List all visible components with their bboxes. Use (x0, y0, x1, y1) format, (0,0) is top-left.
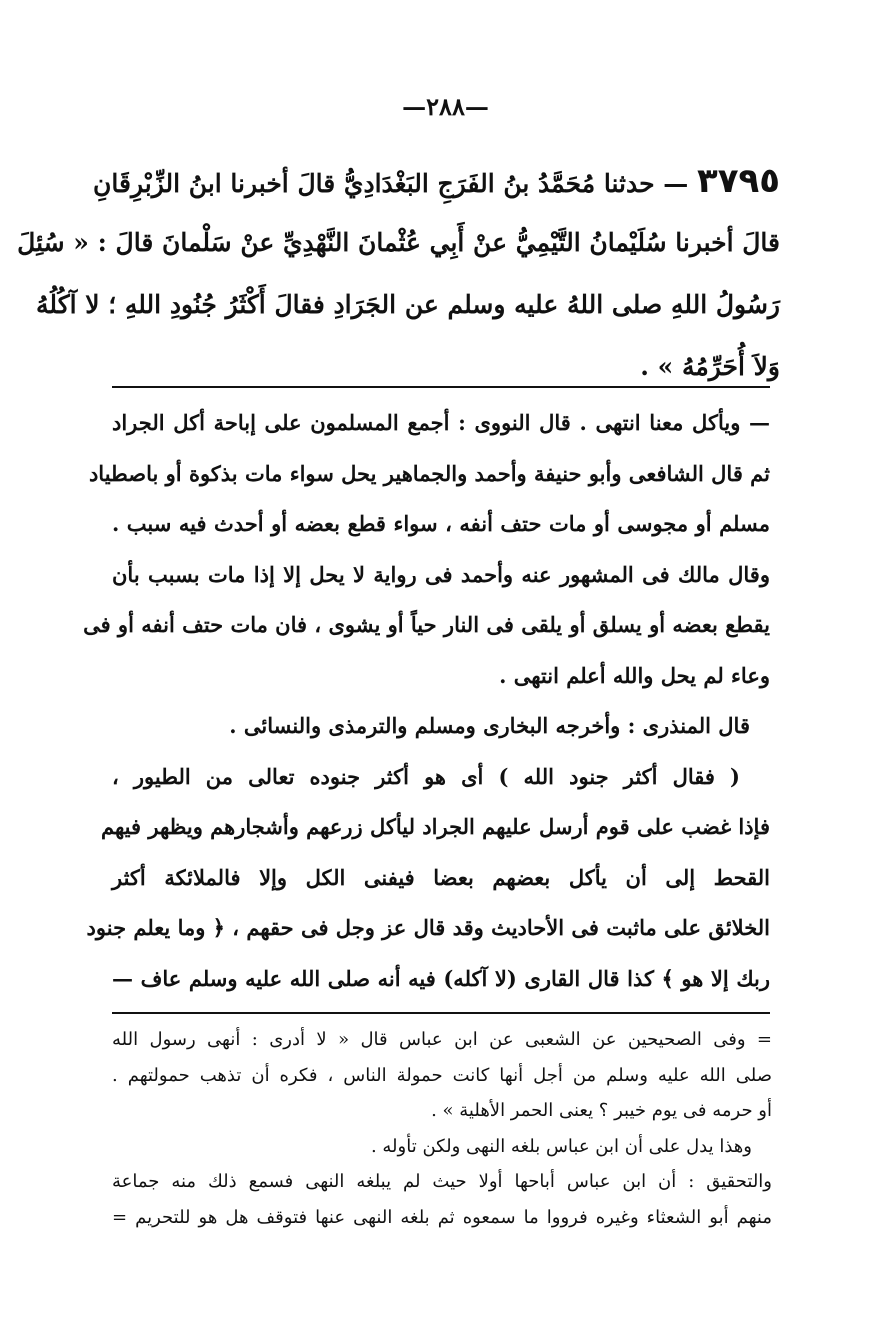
commentary-line: وقال مالك فى المشهور عنه وأحمد فى رواية لا يحل إلا إذا مات بسبب بأن (112, 561, 770, 587)
commentary-line: ربك إلا هو ﴾ كذا قال القارى (لا آكله) فيه أنه صلى الله عليه وسلم عاف — (112, 965, 770, 991)
hadith-line-4: وَلاَ أُحَرِّمُهُ » . (640, 352, 780, 381)
footnote-divider (112, 1012, 770, 1014)
page-number: —٢٨٨— (402, 92, 489, 121)
commentary-line: قال المنذرى : وأخرجه البخارى ومسلم والترمذى والنسائى . (229, 713, 750, 738)
hadith-number: ٣٧٩٥ (696, 161, 780, 201)
commentary-line: — ويأكل معنا انتهى . قال النووى : أجمع المسلمون على إباحة أكل الجراد (112, 410, 770, 435)
commentary-line: ( فقال أكثر جنود الله ) أى هو أكثر جنوده تعالى من الطيور ، (112, 763, 740, 789)
commentary-line: ثم قال الشافعى وأبو حنيفة وأحمد والجماهير يحل سواء مات بذكوة أو باصطياد (88, 460, 770, 486)
footnote-line: صلى الله عليه وسلم من أجل أنها كانت حمولة الناس ، فكره أن تذهب حمولتهم . (112, 1064, 772, 1086)
footnote-line: أو حرمه فى يوم خيبر ؟ يعنى الحمر الأهلية » . (431, 1100, 772, 1121)
commentary-line: مسلم أو مجوسى أو مات حتف أنفه ، سواء قطع بعضه أو أحدث فيه سبب . (112, 511, 770, 536)
footnote-block (112, 1022, 772, 1235)
commentary-line: فإذا غضب على قوم أرسل عليهم الجراد ليأكل زرعهم وأشجارهم ويظهر فيهم (101, 814, 770, 839)
commentary-line: يقطع بعضه أو يسلق أو يلقى فى النار حياً أو يشوى ، فان مات حتف أنفه أو فى (83, 612, 770, 637)
commentary-line: القحط إلى أن يأكل بعضهم بعضا فيفنى الكل وإلا فالملائكة أكثر (112, 864, 770, 890)
footnote-line: منهم أبو الشعثاء وغيره فرووا ما سمعوه ثم بلغه النهى عنها فتوقف هل هو للتحريم = (112, 1206, 772, 1228)
hadith-line-3: رَسُولُ اللهِ صلى اللهُ عليه وسلم عن الجَرَادِ فقالَ أَكْثَرُ جُنُودِ اللهِ ؛ لا آكُلُهُ (36, 290, 780, 319)
hadith-line-2: قالَ أخبرنا سُلَيْمانُ التَّيْمِيُّ عنْ أَبِي عُثْمانَ النَّهْدِيِّ عنْ سَلْمانَ قالَ : « سُئِلَ (17, 228, 780, 257)
footnote-line: = وفى الصحيحين عن الشعبى عن ابن عباس قال « لا أدرى : أنهى رسول الله (112, 1029, 772, 1050)
hadith-block (17, 150, 780, 398)
footnote-line: وهذا يدل على أن ابن عباس بلغه النهى ولكن تأوله . (370, 1135, 752, 1157)
hadith-line-1: ٣٧٩٥ — حدثنا مُحَمَّدُ بنُ الفَرَجِ البَغْدَادِيُّ قالَ أخبرنا ابنُ الزِّبْرِقَانِ (93, 161, 780, 201)
divider-rule (112, 386, 770, 388)
commentary-block (83, 398, 770, 1004)
commentary-line: الخلائق على ماثبت فى الأحاديث وقد قال عز وجل فى حقهم ، ﴿ وما يعلم جنود (86, 915, 770, 940)
commentary-line: وعاء لم يحل والله أعلم انتهى . (499, 662, 770, 688)
footnote-line: والتحقيق : أن ابن عباس أباحها أولا حيث لم يبلغه النهى فسمع ذلك منه جماعة (112, 1171, 772, 1192)
